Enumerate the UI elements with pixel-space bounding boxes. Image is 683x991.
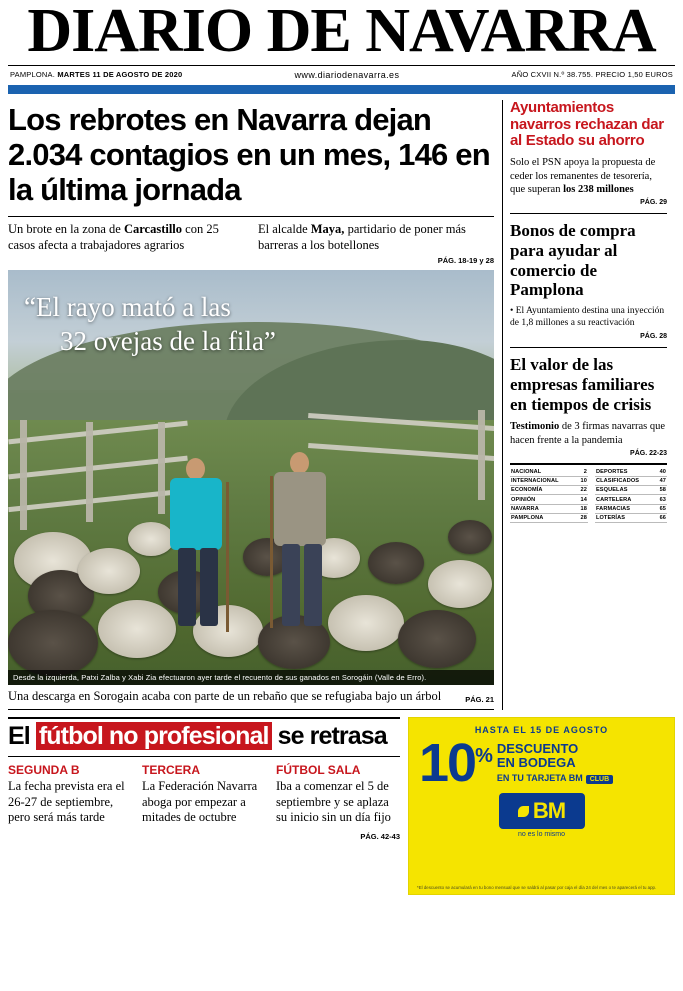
ad-desc-line-2: EN BODEGA	[496, 755, 576, 771]
shepherd-staff	[270, 476, 273, 628]
sheep	[428, 560, 492, 608]
ad-card-chip: CLUB	[586, 775, 613, 784]
ad-discount-number	[419, 732, 491, 793]
deck-left-text-1: Un brote en la zona de	[8, 221, 124, 236]
sheep	[78, 548, 140, 594]
sidebar-body-1-text: Solo el PSN apoya la propuesta de ceder los remanentes de tesorería, que superan	[510, 157, 656, 195]
sports-text: La fecha prevista era el 26-27 de septiembre, pero será más tarde	[8, 778, 125, 825]
deck-left-bold: Carcastillo	[123, 221, 183, 236]
index-label: NACIONAL	[510, 468, 577, 477]
index-label: DEPORTES	[595, 468, 656, 477]
masthead-place: PAMPLONA.	[10, 70, 56, 80]
index-label: PAMPLONA	[510, 513, 577, 522]
table-row	[510, 504, 667, 513]
index-label: OPINIÓN	[510, 495, 577, 504]
lead-deck-left	[8, 222, 244, 266]
index-label: NAVARRA	[510, 504, 577, 513]
index-page: 14	[577, 495, 588, 504]
sports-text: Iba a comenzar el 5 de septiembre y se aplaza su inicio sin un día fijo	[276, 778, 391, 825]
sheep	[398, 610, 476, 668]
sidebar-story-bonos[interactable]	[510, 221, 667, 340]
sports-page-reference: PÁG. 42-43	[360, 832, 400, 842]
masthead-infobar	[8, 66, 675, 85]
sidebar-column	[502, 100, 667, 710]
masthead-website[interactable]: www.diariodenavarra.es	[294, 69, 400, 80]
index-gap	[588, 477, 595, 486]
ad-legal-text: *El descuento se acumulará en tu bono mensual que se saldrá al pasar por caja el día 24 del mes o te aparecerá el tu app.	[417, 885, 657, 891]
section-index[interactable]	[510, 463, 667, 523]
sheep	[368, 542, 424, 584]
sports-text: La Federación Navarra aboga por empezar a mitades de octubre	[142, 778, 258, 825]
ad-percent-symbol: %	[475, 744, 491, 767]
photo-quote-line-1: “El rayo mató a las	[24, 291, 231, 322]
index-gap	[588, 513, 595, 522]
deck-right-text-1: El alcalde	[258, 221, 311, 236]
leaf-icon	[518, 806, 529, 817]
sheep	[328, 595, 404, 651]
fence-post	[86, 422, 93, 522]
deck-left-text-2: con 25 casos afecta a trabajadores agrarios	[8, 221, 219, 252]
deck-right-text-2: partidario de poner más barreras a los botellones	[258, 221, 466, 252]
photo-footline-text: Una descarga en Sorogain acaba con parte de un rebaño que se refugiaba bajo un árbol	[8, 688, 442, 703]
sidebar-headline-1: Ayuntamientos navarros rechazan dar al Estado su ahorro	[510, 98, 664, 150]
index-page: 28	[577, 513, 588, 522]
newspaper-title: DIARIO DE NAVARRA	[27, 0, 656, 65]
person-body	[274, 472, 326, 546]
lead-page-reference: PÁG. 18-19 y 28	[437, 256, 494, 266]
bm-logo-text: BM	[532, 798, 566, 824]
table-row	[510, 486, 667, 495]
index-page: 63	[656, 495, 667, 504]
sports-column-segunda-b[interactable]	[8, 763, 132, 841]
ad-desc-line-1: DESCUENTO	[496, 740, 579, 756]
masthead-dateline	[10, 70, 182, 79]
sheep	[8, 610, 98, 676]
advertisement-block[interactable]	[408, 717, 675, 895]
main-photo[interactable]	[8, 270, 494, 685]
sports-headline-part-2: se retrasa	[271, 721, 387, 750]
index-label: LOTERÍAS	[595, 513, 656, 522]
person-legs	[200, 548, 218, 626]
bm-advertisement[interactable]	[408, 717, 675, 895]
sheep	[448, 520, 492, 554]
sidebar-headline-3: El valor de las empresas familiares en tiempos de crisis	[510, 355, 655, 414]
sidebar-page-2: PÁG. 28	[640, 333, 667, 341]
sidebar-body-1-bold: los 238 millones	[563, 183, 634, 195]
index-label: CARTELERA	[595, 495, 656, 504]
index-gap	[588, 468, 595, 477]
fence-post	[478, 410, 485, 500]
index-page: 22	[577, 486, 588, 495]
sidebar-page-1: PÁG. 29	[640, 199, 667, 207]
table-row	[510, 513, 667, 522]
index-gap	[588, 504, 595, 513]
masthead	[8, 0, 675, 85]
index-page: 2	[577, 468, 588, 477]
table-row	[510, 468, 667, 477]
sidebar-headline-2: Bonos de compra para ayudar al comercio de Pamplona	[510, 221, 636, 300]
index-page: 65	[656, 504, 667, 513]
main-column	[8, 100, 494, 710]
section-index-body	[510, 468, 667, 523]
sheep	[98, 600, 176, 658]
person-legs	[304, 544, 322, 626]
index-label: ESQUELAS	[595, 486, 656, 495]
sports-headline	[8, 717, 400, 757]
index-label: CLASIFICADOS	[595, 477, 656, 486]
index-page: 10	[577, 477, 588, 486]
ad-text-block	[491, 742, 613, 785]
table-row	[510, 477, 667, 486]
sports-kicker: TERCERA	[142, 762, 201, 777]
sports-headline-part-1: El	[8, 721, 36, 750]
photo-caption: Desde la izquierda, Patxi Zalba y Xabi Zia efectuaron ayer tarde el recuento de sus ganados en Sorogáin (Valle de Erro).	[8, 670, 494, 685]
masthead-date: MARTES 11 DE AGOSTO DE 2020	[57, 70, 183, 80]
index-page: 58	[656, 486, 667, 495]
sports-kicker: SEGUNDA B	[8, 762, 80, 777]
ad-sub-label: EN TU TARJETA BM	[496, 773, 583, 784]
sidebar-body-3-text: de 3 firmas navarras que hacen frente a la pandemia	[510, 421, 666, 446]
sidebar-divider	[510, 213, 667, 214]
ad-tagline: no es lo mismo	[517, 831, 566, 839]
lead-deck-right	[258, 222, 494, 266]
index-page: 66	[656, 513, 667, 522]
index-label: INTERNACIONAL	[510, 477, 577, 486]
index-page: 40	[656, 468, 667, 477]
index-page: 47	[656, 477, 667, 486]
table-row	[510, 495, 667, 504]
sidebar-story-empresas[interactable]	[510, 355, 667, 457]
fence-post	[158, 422, 165, 514]
ad-promo-period: HASTA EL 15 DE AGOSTO	[474, 724, 609, 735]
sheep	[128, 522, 174, 556]
ad-subtext	[497, 773, 613, 784]
bottom-section	[8, 717, 675, 895]
photo-quote-line-2: 32 ovejas de la fila”	[60, 326, 276, 357]
section-index-table	[510, 468, 667, 523]
lead-rule	[8, 216, 494, 217]
index-gap	[588, 495, 595, 504]
fence-post	[20, 420, 27, 530]
sidebar-body-3	[510, 420, 667, 447]
deck-right-bold: Maya,	[310, 221, 345, 236]
sports-kicker: FÚTBOL SALA	[276, 762, 361, 777]
person-body	[170, 478, 222, 550]
sidebar-body-1	[510, 156, 667, 196]
person-legs	[282, 544, 300, 626]
sidebar-story-ayuntamientos[interactable]	[510, 100, 667, 206]
person-head	[186, 458, 205, 480]
sidebar-page-3: PÁG. 22-23	[630, 449, 667, 457]
sports-columns	[8, 763, 400, 841]
shepherd-staff	[226, 482, 229, 632]
sports-column-tercera[interactable]	[142, 763, 266, 841]
sidebar-bullet-2: • El Ayuntamiento destina una inyección de 1,8 millones a su reactivación	[510, 306, 665, 329]
ad-main-row	[409, 732, 674, 793]
person-head	[290, 452, 309, 474]
photo-pull-quote	[24, 290, 384, 359]
blue-divider-bar	[8, 85, 675, 94]
lead-decks	[8, 222, 494, 266]
index-gap	[588, 486, 595, 495]
person-legs	[178, 548, 196, 626]
photo-footline	[8, 685, 494, 710]
index-label: FARMACIAS	[595, 504, 656, 513]
ad-number-value: 10	[419, 732, 476, 793]
sports-headline-highlight: fútbol no profesional	[36, 722, 272, 750]
sidebar-body-3-bold: Testimonio	[510, 421, 560, 433]
photo-footline-page: PÁG. 21	[465, 694, 494, 704]
index-page: 18	[577, 504, 588, 513]
bm-logo	[499, 793, 585, 829]
lead-headline[interactable]: Los rebrotes en Navarra dejan 2.034 contagios en un mes, 146 en la última jornada	[8, 101, 490, 207]
upper-columns	[8, 100, 675, 710]
sports-column-futbol-sala[interactable]	[276, 763, 400, 841]
masthead-edition: AÑO CXVII N.º 38.755. PRECIO 1,50 EUROS	[511, 70, 673, 80]
index-label: ECONOMÍA	[510, 486, 577, 495]
sports-block[interactable]	[8, 717, 400, 895]
sidebar-divider	[510, 347, 667, 348]
